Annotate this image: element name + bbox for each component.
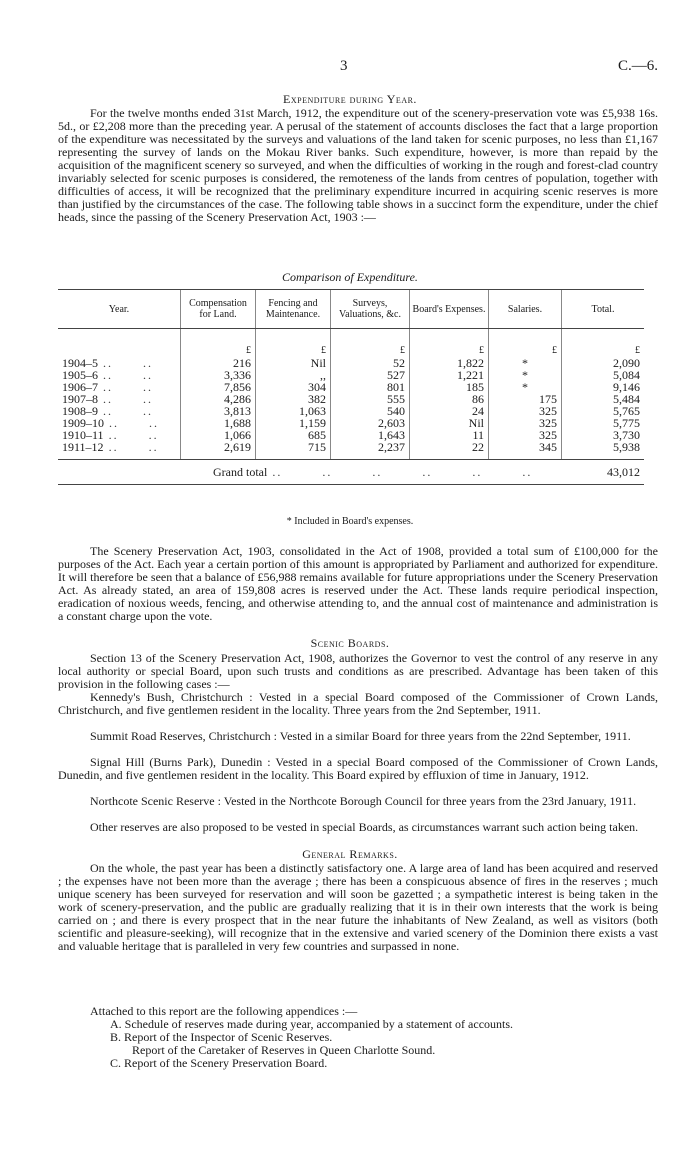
cell-salaries: 325 — [489, 429, 562, 441]
col-surveys-header: Surveys, Valuations, &c. — [331, 290, 410, 329]
cell-board-expenses: 86 — [410, 393, 489, 405]
cell-compensation: 2,619 — [181, 441, 256, 460]
year-label: 1905–6 — [62, 368, 98, 382]
act-paragraph: The Scenery Preservation Act, 1903, consolidated in the Act of 1908, provided a total sum of £100,000 for the purposes of the Act. Each year a certain portion of this amount is appropriated by Parliament and authorized for expenditure. It will therefore be seen that a balance of £56,988 remains available for future appropriations under the Scenery Preservation Act. As already stated, an area of 159,808 acres is reserved under the Act. These lands require periodical inspection, eradication of noxious weeds, fencing, and otherwise attending to, and the annual cost of maintenance and administration is a constant charge upon the vote. — [58, 544, 658, 623]
leader-dots: .. .. — [103, 428, 159, 442]
unit-compensation: £ — [181, 329, 256, 358]
boards-heading: Scenic Boards. — [310, 636, 390, 650]
cell-board-expenses: Nil — [410, 417, 489, 429]
col-salaries-header: Salaries. — [489, 290, 562, 329]
grand-total-value: 43,012 — [562, 460, 645, 485]
cell-salaries: * — [489, 381, 562, 393]
cell-compensation: 1,066 — [181, 429, 256, 441]
appendix-c: C. Report of the Scenery Preservation Board. — [110, 1056, 328, 1070]
cell-total: 9,146 — [562, 381, 645, 393]
appendix-b-caretaker: Report of the Caretaker of Reserves in Queen Charlotte Sound. — [132, 1043, 436, 1057]
cell-board-expenses: 22 — [410, 441, 489, 460]
leader-dots: .. .. — [98, 392, 153, 406]
cell-compensation: 216 — [181, 357, 256, 369]
expenditure-heading: Expenditure during Year. — [283, 92, 417, 106]
cell-salaries: 325 — [489, 417, 562, 429]
page-header — [0, 58, 700, 78]
col-board-header: Board's Expenses. — [410, 290, 489, 329]
cell-compensation: 3,813 — [181, 405, 256, 417]
table-row — [58, 441, 644, 460]
leader-dots: .. .. — [98, 368, 153, 382]
cell-board-expenses: 11 — [410, 429, 489, 441]
cell-total: 5,765 — [562, 405, 645, 417]
cell-salaries: * — [489, 369, 562, 381]
leader-dots: .. .. — [98, 356, 153, 370]
table-header-row — [58, 290, 644, 329]
cell-salaries: * — [489, 357, 562, 369]
leader-dots: .. .. — [103, 440, 159, 454]
leader-dots: .. .. — [98, 404, 153, 418]
leader-dots: .. .. — [104, 416, 159, 430]
cell-total: 2,090 — [562, 357, 645, 369]
boards-intro: Section 13 of the Scenery Preservation Act, 1908, authorizes the Governor to vest the control of any reserve in any local authority or special Board, upon such trusts and conditions as are prescribed. Advantage has been taken of this provision in the following cases :— — [58, 651, 658, 691]
cell-year — [58, 441, 181, 460]
cell-fencing: 1,159 — [256, 417, 331, 429]
attached-line: Attached to this report are the following appendices :— — [90, 1004, 358, 1018]
table-caption: Comparison of Expenditure. — [282, 270, 418, 284]
cell-surveys: 2,603 — [331, 417, 410, 429]
year-label: 1907–8 — [62, 392, 98, 406]
year-label: 1910–11 — [62, 428, 104, 442]
board-other: Other reserves are also proposed to be vested in special Boards, as circumstances warrant such action being taken. — [90, 820, 639, 834]
year-label: 1906–7 — [62, 380, 98, 394]
unit-year — [58, 329, 181, 358]
cell-compensation: 1,688 — [181, 417, 256, 429]
cell-fencing: Nil — [256, 357, 331, 369]
cell-compensation: 7,856 — [181, 381, 256, 393]
grand-total-label-cell — [58, 460, 562, 485]
cell-surveys: 801 — [331, 381, 410, 393]
col-compensation-header: Compensation for Land. — [181, 290, 256, 329]
cell-fencing: ,, — [256, 369, 331, 381]
col-year-header: Year. — [58, 290, 181, 329]
board-kennedy: Kennedy's Bush, Christchurch : Vested in a special Board composed of the Commissioner of Crown Lands, Christchurch, and five gentlemen resident in the locality. Three years from the 2nd September, 1911. — [58, 690, 658, 717]
year-label: 1911–12 — [62, 440, 104, 454]
cell-board-expenses: 24 — [410, 405, 489, 417]
cell-total: 5,484 — [562, 393, 645, 405]
cell-salaries: 325 — [489, 405, 562, 417]
units-row — [58, 329, 644, 358]
year-label: 1904–5 — [62, 356, 98, 370]
page-number: 3 — [340, 58, 348, 74]
cell-surveys: 2,237 — [331, 441, 410, 460]
board-signal: Signal Hill (Burns Park), Dunedin : Vested in a special Board composed of the Commissioner of Crown Lands, Dunedin, and five gentlemen resident in the locality. This Board expired by effluxion of time in January, 1912. — [58, 755, 658, 782]
board-northcote: Northcote Scenic Reserve : Vested in the Northcote Borough Council for three years from the 23rd January, 1911. — [90, 794, 637, 808]
cell-fencing: 715 — [256, 441, 331, 460]
cell-surveys: 555 — [331, 393, 410, 405]
unit-board-expenses: £ — [410, 329, 489, 358]
cell-surveys: 540 — [331, 405, 410, 417]
document-reference: C.—6. — [617, 58, 658, 74]
cell-board-expenses: 1,822 — [410, 357, 489, 369]
cell-fencing: 685 — [256, 429, 331, 441]
year-label: 1908–9 — [62, 404, 98, 418]
cell-compensation: 4,286 — [181, 393, 256, 405]
cell-surveys: 52 — [331, 357, 410, 369]
grand-total-label: Grand total — [213, 465, 268, 479]
cell-total: 5,084 — [562, 369, 645, 381]
cell-surveys: 527 — [331, 369, 410, 381]
cell-fencing: 304 — [256, 381, 331, 393]
remarks-heading: General Remarks. — [302, 847, 398, 861]
appendix-b: B. Report of the Inspector of Scenic Reserves. — [110, 1030, 333, 1044]
grand-total-row — [58, 460, 644, 485]
table-body — [58, 329, 644, 485]
cell-total: 3,730 — [562, 429, 645, 441]
unit-surveys: £ — [331, 329, 410, 358]
table-footnote: * Included in Board's expenses. — [286, 516, 414, 527]
cell-total: 5,775 — [562, 417, 645, 429]
unit-fencing: £ — [256, 329, 331, 358]
appendix-a: A. Schedule of reserves made during year, accompanied by a statement of accounts. — [110, 1017, 514, 1031]
unit-total: £ — [562, 329, 645, 358]
cell-total: 5,938 — [562, 441, 645, 460]
unit-salaries: £ — [489, 329, 562, 358]
cell-fencing: 1,063 — [256, 405, 331, 417]
cell-salaries: 345 — [489, 441, 562, 460]
cell-board-expenses: 1,221 — [410, 369, 489, 381]
cell-board-expenses: 185 — [410, 381, 489, 393]
expenditure-table — [58, 289, 644, 485]
cell-surveys: 1,643 — [331, 429, 410, 441]
col-fencing-header: Fencing and Maintenance. — [256, 290, 331, 329]
cell-compensation: 3,336 — [181, 369, 256, 381]
cell-fencing: 382 — [256, 393, 331, 405]
remarks-paragraph: On the whole, the past year has been a distinctly satisfactory one. A large area of land has been acquired and reserved ; the expenses have not been more than the average ; there has been a conspicuous absence of fires in the reserves ; much unique scenery has been surveyed for reservation and will soon be gazetted ; a sympathetic interest is being taken in the work of scenery-preservation, and the public are gradually realizing that it is in their own interests that the work is being carried on ; and there is every prospect that in the near future the inhabitants of New Zealand, as well as visitors (both scientific and pleasure-seeking), will recognize that in the extensive and varied scenery of the Dominion there exists a vast and valuable heritage that is paralleled in very few countries and surpassed in none. — [58, 861, 658, 953]
leader-dots: .. .. .. .. .. .. — [267, 465, 533, 479]
col-total-header: Total. — [562, 290, 645, 329]
cell-salaries: 175 — [489, 393, 562, 405]
leader-dots: .. .. — [98, 380, 153, 394]
board-summit: Summit Road Reserves, Christchurch : Vested in a similar Board for three years from the 22nd September, 1911. — [90, 729, 631, 743]
expenditure-paragraph: For the twelve months ended 31st March, 1912, the expenditure out of the scenery-preservation vote was £5,938 16s. 5d., or £2,208 more than the preceding year. A perusal of the statement of accounts discloses the fact that a large proportion of the expenditure was necessitated by the surveys and valuations of the land taken for scenic purposes, no less than £1,167 representing the survey of lands on the Mokau River banks. Such expenditure, however, is more than repaid by the acquisition of the magnificent scenery so surveyed, and when the difficulties of working in the rough and forest-clad country invariably selected for scenic purposes is considered, the remoteness of the lands from centres of population, together with difficulties of access, it will be recognized that the preliminary expenditure incurred in acquiring scenic reserves is more than justified by the circumstances of the case. The following table shows in a succinct form the expenditure, under the chief heads, since the passing of the Scenery Preservation Act, 1903 :— — [58, 106, 658, 224]
year-label: 1909–10 — [62, 416, 104, 430]
